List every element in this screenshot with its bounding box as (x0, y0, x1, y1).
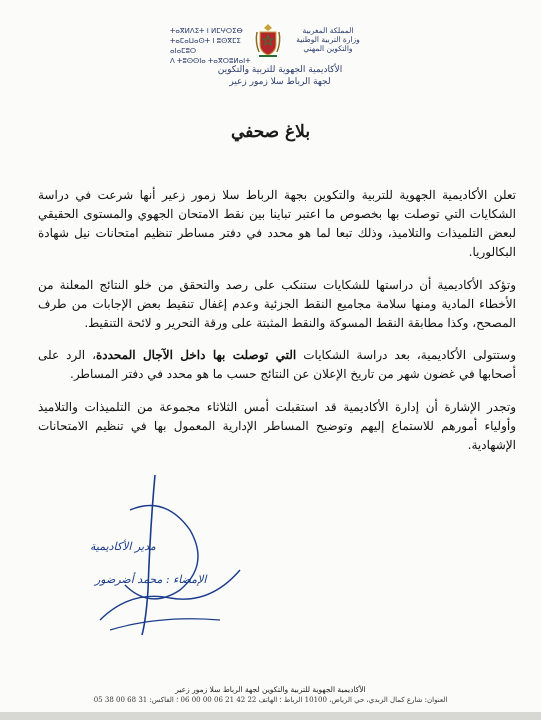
paragraph-1: تعلن الأكاديمية الجهوية للتربية والتكوين بجهة الرباط سلا زمور زعير أنها شرعت في دراسة الشكايات التي توصلت بها بخصوص ما اعتبر تباينا بين نقط الامتحان الجهوي والمستوى الحقيقي لبعض التلميذات والتلاميذ، وذلك تبعا لما هو محدد في دفتر مساطر تنظيم امتحانات نيل شهادة البكالوريا. (38, 188, 516, 259)
signatory-name: الإمضاء : محمد أضرضور (95, 573, 207, 586)
document-title: بلاغ صحفي (230, 122, 311, 142)
tifinagh-line: ⵜⴰⴳⵍⴷⵉⵜ ⵏ ⵍⵎⵖⵔⵉⴱ (170, 27, 243, 35)
paragraph-3 (38, 346, 516, 384)
paragraph-3-start: وستتولى الأكاديمية، بعد دراسة الشكايات (296, 348, 516, 362)
academy-name-line: الأكاديمية الجهوية للتربية والتكوين (217, 65, 343, 75)
handwritten-signature (70, 470, 270, 640)
footer-academy: الأكاديمية الجهوية للتربية والتكوين لجهة الرباط سلا زمور زعير (175, 685, 366, 694)
arabic-header-line: والتكوين المهني (303, 44, 353, 53)
arabic-header (288, 26, 368, 53)
paragraph-3-bold: التي توصلت بها داخل الآجال المحددة (95, 348, 297, 362)
arabic-header-line: المملكة المغربية (302, 26, 354, 35)
footer (0, 684, 541, 706)
tifinagh-header (170, 26, 252, 66)
footer-address: العنوان: شارع كمال الزبدي، حي الرياض، 10100 الرباط ؛ الهاتف 22 42 21 06 00 00 06 ؛ الفاكس: 31 68 00 38 05 (93, 696, 448, 704)
paragraph-2: وتؤكد الأكاديمية أن دراستها للشكايات ستنكب على رصد والتحقق من خلو النتائج المعلنة من الأخطاء المادية ومنها سلامة مجاميع النقط الجزئية وعدم إغفال تنقيط بعض الإجابات من طرف المصحح، وكذا مطابقة النقط المسوكة والنقط المثبتة على ورقة التحرير و لائحة التنقيط. (38, 278, 516, 330)
paragraph-3-end: ، الرد على أصحابها في غضون شهر من تاريخ الإعلان عن النتائج حسب ما هو محدد في دفتر المساطر. (38, 348, 516, 381)
arabic-header-line: وزارة التربية الوطنية (296, 35, 360, 44)
signatory-title: مدير الأكاديمية (90, 540, 156, 553)
paragraph-4: وتجدر الإشارة أن إدارة الأكاديمية قد استقبلت أمس الثلاثاء مجموعة من التلميذات والتلاميذ وأولياء أمورهم للاستماع إليهم وتوضيح المساطر الإدارية المعمول بها في تنظيم الامتحانات الإشهادية. (38, 400, 516, 452)
tifinagh-line: ⵜⴰⵎⴰⵡⴰⵙⵜ ⵏ ⵓⵙⴳⵎⵉ ⴰⵏⴰⵎⵓⵔ (170, 37, 241, 55)
academy-name (160, 64, 400, 88)
page-bottom-edge (0, 712, 541, 720)
coat-of-arms-icon (253, 22, 283, 58)
academy-region-line: لجهة الرباط سلا زمور زعير (229, 77, 331, 87)
tifinagh-line: ⴷ ⵜⵓⵙⵙⵏⴰ ⵜⴰⴳⵔⵓⵍⴰⵏⵜ (170, 57, 251, 65)
